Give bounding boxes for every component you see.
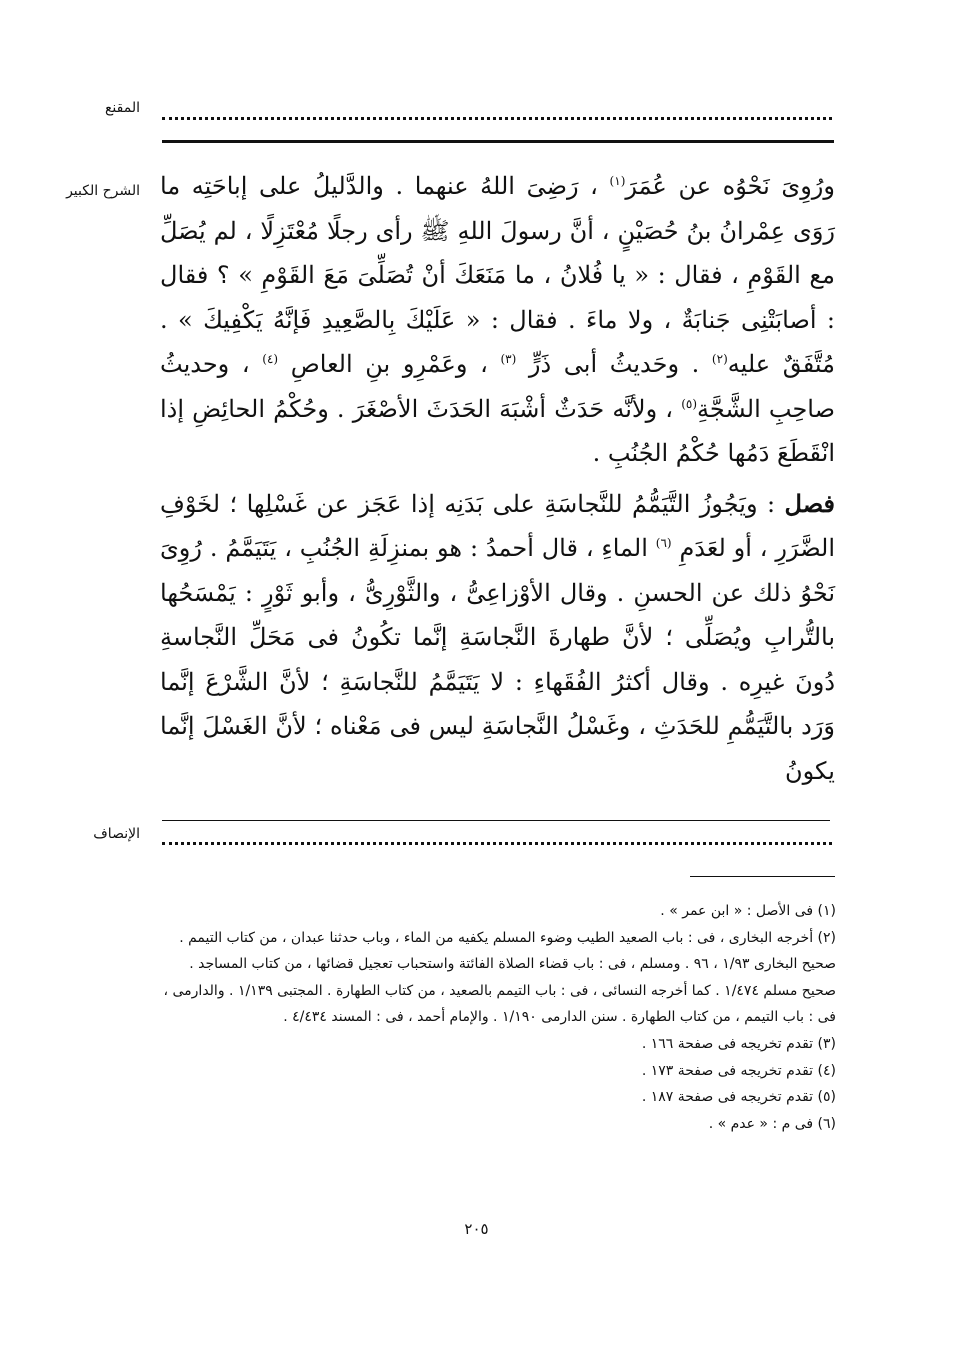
footnote-1: (١) فى الأصل : « ابن عمر » . (660, 903, 836, 919)
margin-label-sharh: الشرح الكبير (66, 183, 140, 199)
footnote-2: (٢) أخرجه البخارى ، فى : باب الصعيد الطيب وضوء المسلم يكفيه من الماء ، وباب حدثنا عبدان ، من كتاب التيمم . صحيح البخارى ١/٩٣ ، ٩٦ . ومسلم ، فى : باب قضاء الصلاة الفائتة واستحباب تعجيل قضائها ، من كتاب المساجد . صحيح مسلم ١/٤٧٤ . كما أخرجه النسائى ، فى : باب التيمم بالصعيد ، من كتاب الطهارة . المجتبى ١/١٣٩ . والدارمى ، فى : باب التيمم ، من كتاب الطهارة . سنن الدارمى ١/١٩٠ . والإمام أحمد ، فى : المسند ٤/٤٣٤ . (163, 929, 836, 1026)
footnote-separator (690, 876, 835, 877)
footnote-ref-1: (١) (609, 174, 626, 188)
running-title: المقنع (104, 100, 140, 116)
section-heading-fasl: فصل (784, 488, 835, 518)
footnote-5: (٥) تقدم تخريجه فى صفحة ١٨٧ . (641, 1089, 836, 1106)
footnote-ref-6: (٦) (655, 536, 672, 550)
footnote-4: (٤) تقدم تخريجه فى صفحة ١٧٣ . (641, 1062, 836, 1079)
footnote-6: (٦) فى م : « عدم » . (708, 1115, 836, 1132)
page-number: ٢٠٥ (464, 1220, 489, 1238)
insaf-rule (162, 820, 830, 821)
footnote-ref-5: (٥) (681, 396, 698, 411)
main-text (160, 164, 835, 793)
body-paragraph-1: ورُوِىَ نَحْوُه عن عُمَرَ$^{(١)}$ ، رَضِىَ اللهُ عنهما . والدَّليلُ على إباحَتِه ما رَوَى عِمْرانُ بنُ حُصَيْنٍ ، أنَّ رسولَ اللهِ ﷺ رأى رجلًا مُعْتَزِلًا ، لم يُصَلِّ مع القَوْمِ ، فقال : « يا فُلانُ ، ما مَنَعَكَ أنْ تُصَلِّىَ مَعَ القَوْمِ » ؟ فقال : أصابَتْنِى جَنابَةٌ ، ولا ماءَ . فقال : « عَلَيْكَ بِالصَّعِيدِ فَإنَّهُ يَكْفِيكَ » . مُتَّفَقٌ عليه$^{(٢)}$ . وحَديثُ أبى ذَرٍّ $^{(٣)}$ ، وعَمْرِو بنِ العاصِ $^{(٤)}$ ، وحديثُ صاحِبِ الشَّجَّةِ$^{(٥)}$ ، ولأنَّه حَدَثٌ أشْبَهَ الحَدَثَ الأصْغَرَ . وحُكْمُ الحائِضِ إذا انْقَطَعَ دَمُها حُكْمُ الجُنُبِ . (160, 172, 836, 467)
header-rule (162, 140, 834, 143)
footnote-ref-2: (٢) (711, 352, 728, 366)
margin-label-insaf: الإنصاف (93, 826, 140, 842)
footnote-ref-3: (٣) (500, 352, 517, 366)
footnote-3: (٣) تقدم تخريجه فى صفحة ١٦٦ . (641, 1035, 836, 1052)
footnotes (156, 898, 836, 1137)
header-dotted-separator (162, 117, 832, 120)
insaf-dotted-separator (162, 842, 832, 845)
footnote-ref-4: (٤) (262, 352, 279, 366)
body-paragraph-2: فصل : ويَجُوزُ التَّيَمُّمُ للنَّجاسَةِ على بَدَنِه إذا عَجَز عن غَسْلِها ؛ لخَوْفِ الضَّرَرِ ، أو لعَدَمِ $^{(٦)}$ الماءِ ، قال أحمدُ : هو بمنزِلَةِ الجُنُبِ ، يَتَيَمَّمُ . رُوِىَ نَحْوُ ذلك عن الحسنِ . وقال الأوْزاعِىُّ ، والثَّوْرِىُّ ، وأبو ثَوْرٍ : يَمْسَحُها بالتُّرابِ ويُصَلِّى ؛ لأنَّ طهارةَ النَّجاسَةِ إنَّما تكُونُ فى مَحَلِّ النَّجاسةِ دُونَ غيرِه . وقال أكثرُ الفُقَهاءِ : لا يَتَيَمَّمُ للنَّجاسَةِ ؛ لأنَّ الشَّرْعَ إنَّما وَرَد بالتَّيَمُّمِ للحَدَثِ ، وغَسْلُ النَّجاسَةِ ليس فى مَعْناه ؛ لأنَّ الغَسْلَ إنَّما يكونُ (160, 488, 836, 785)
